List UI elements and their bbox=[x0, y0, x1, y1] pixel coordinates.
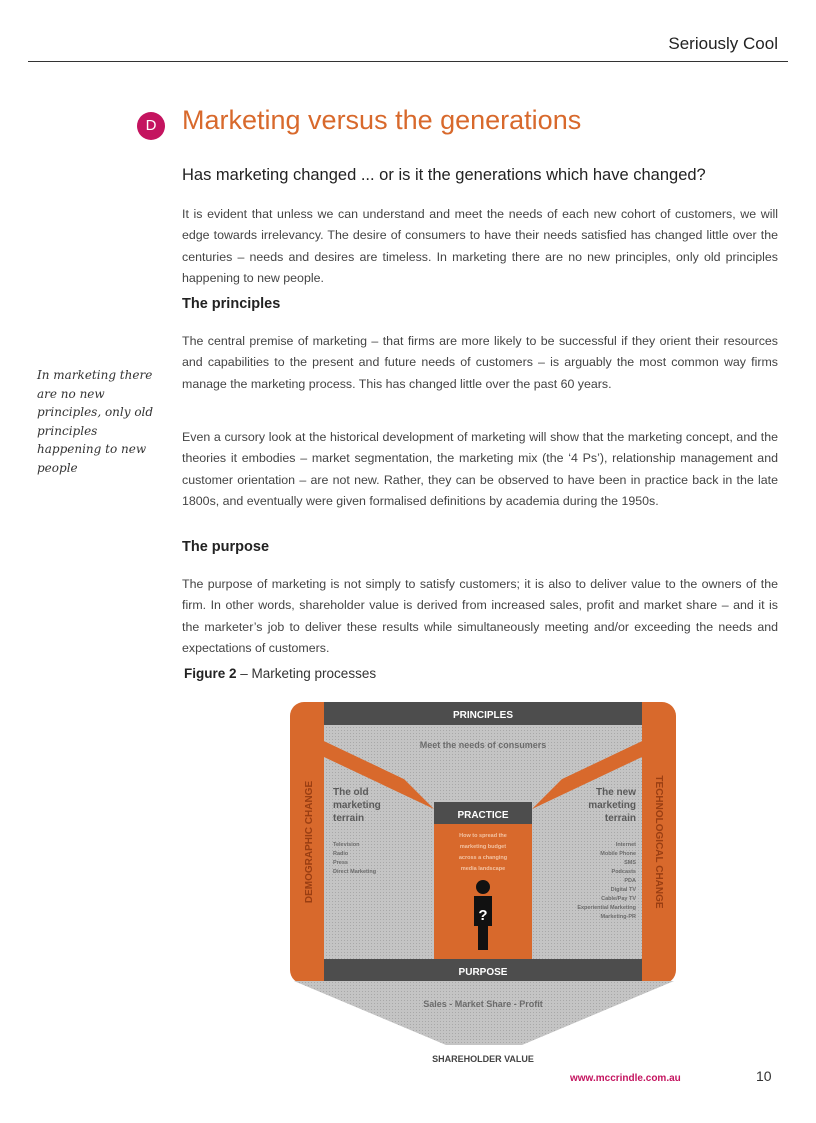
figure-caption bbox=[184, 666, 376, 681]
old-terrain-line: marketing bbox=[333, 800, 381, 811]
practice-label: PRACTICE bbox=[457, 810, 509, 821]
shareholder-value-label: SHAREHOLDER VALUE bbox=[432, 1054, 534, 1064]
section-subtitle: Has marketing changed ... or is it the generations which have changed? bbox=[182, 166, 706, 184]
new-terrain-line: The new bbox=[595, 787, 636, 798]
old-media-item: Direct Marketing bbox=[333, 869, 377, 875]
principles-paragraph-1: The central premise of marketing – that firms are more likely to be successful if they orient their resources and capabilities to the present and future needs of customers – is arguably the most common way firms manage the marketing process. This has changed little over the past 60 years. bbox=[182, 334, 778, 391]
practice-text-line: marketing budget bbox=[459, 844, 507, 850]
technological-change-label: TECHNOLOGICAL CHANGE bbox=[653, 775, 664, 909]
practice-text-line: across a changing bbox=[458, 855, 508, 861]
pull-quote: In marketing there are no new principles, only old principles happening to new people bbox=[37, 368, 154, 475]
running-header-title: Seriously Cool bbox=[668, 34, 778, 53]
principles-heading: The principles bbox=[182, 296, 281, 312]
section-title: Marketing versus the generations bbox=[182, 105, 582, 135]
new-media-item: Experiential Marketing bbox=[577, 905, 636, 911]
sales-text: Sales - Market Share - Profit bbox=[423, 999, 543, 1009]
marketing-processes-diagram bbox=[284, 697, 684, 1072]
header-divider bbox=[28, 61, 788, 62]
figure-caption-number: Figure 2 bbox=[184, 666, 237, 681]
section-badge: D bbox=[137, 112, 165, 140]
practice-text-line: How to spread the bbox=[459, 833, 507, 839]
principles-label: PRINCIPLES bbox=[452, 710, 514, 721]
meet-needs-text: Meet the needs of consumers bbox=[419, 740, 547, 750]
figure-caption-text: – Marketing processes bbox=[236, 666, 377, 681]
purpose-label: PURPOSE bbox=[458, 967, 508, 978]
new-media-item: Mobile Phone bbox=[600, 851, 636, 857]
purpose-heading: The purpose bbox=[182, 539, 270, 555]
old-media-item: Television bbox=[333, 842, 360, 848]
new-media-item: PDA bbox=[624, 878, 636, 884]
footer-website-link[interactable]: www.mccrindle.com.au bbox=[570, 1073, 681, 1084]
question-mark: ? bbox=[478, 907, 488, 924]
new-terrain-line: terrain bbox=[604, 813, 636, 824]
old-media-item: Press bbox=[333, 860, 348, 866]
new-media-item: Internet bbox=[615, 842, 636, 848]
old-terrain-line: The old bbox=[333, 787, 369, 798]
new-media-item: Cable/Pay TV bbox=[601, 896, 636, 902]
practice-text-line: media landscape bbox=[460, 866, 506, 872]
intro-paragraph: It is evident that unless we can understand and meet the needs of each new cohort of customers, we will edge towards irrelevancy. The desire of consumers to have their needs satisfied has changed little over the centuries – needs and desires are timeless. In marketing there are no new principles, only old principles happening to new people. bbox=[182, 207, 778, 285]
new-media-item: Podcasts bbox=[611, 869, 636, 875]
purpose-paragraph: The purpose of marketing is not simply to satisfy customers; it is also to deliver value to the owners of the firm. In other words, shareholder value is derived from increased sales, profit and market share – and it is the marketer’s job to deliver these results while simultaneously meeting and/or exceeding the needs and expectations of customers. bbox=[182, 577, 778, 655]
new-media-item: Digital TV bbox=[610, 887, 636, 893]
new-terrain-line: marketing bbox=[588, 800, 636, 811]
page-number: 10 bbox=[756, 1068, 772, 1084]
old-terrain-line: terrain bbox=[333, 813, 365, 824]
new-media-item: Marketing-PR bbox=[600, 914, 636, 920]
old-media-item: Radio bbox=[333, 851, 349, 857]
value-funnel bbox=[294, 981, 674, 1045]
demographic-change-label: DEMOGRAPHIC CHANGE bbox=[304, 780, 315, 904]
principles-paragraph-2: Even a cursory look at the historical development of marketing will show that the marketing concept, and the theories it embodies – market segmentation, the marketing mix (the ‘4 Ps’), relationship management and customer orientation – are not new. Rather, they can be observed to have been in practice back in the late 1800s, and eventually were given formalised definitions by academia during the 1950s. bbox=[182, 430, 778, 508]
new-media-item: SMS bbox=[624, 860, 636, 866]
